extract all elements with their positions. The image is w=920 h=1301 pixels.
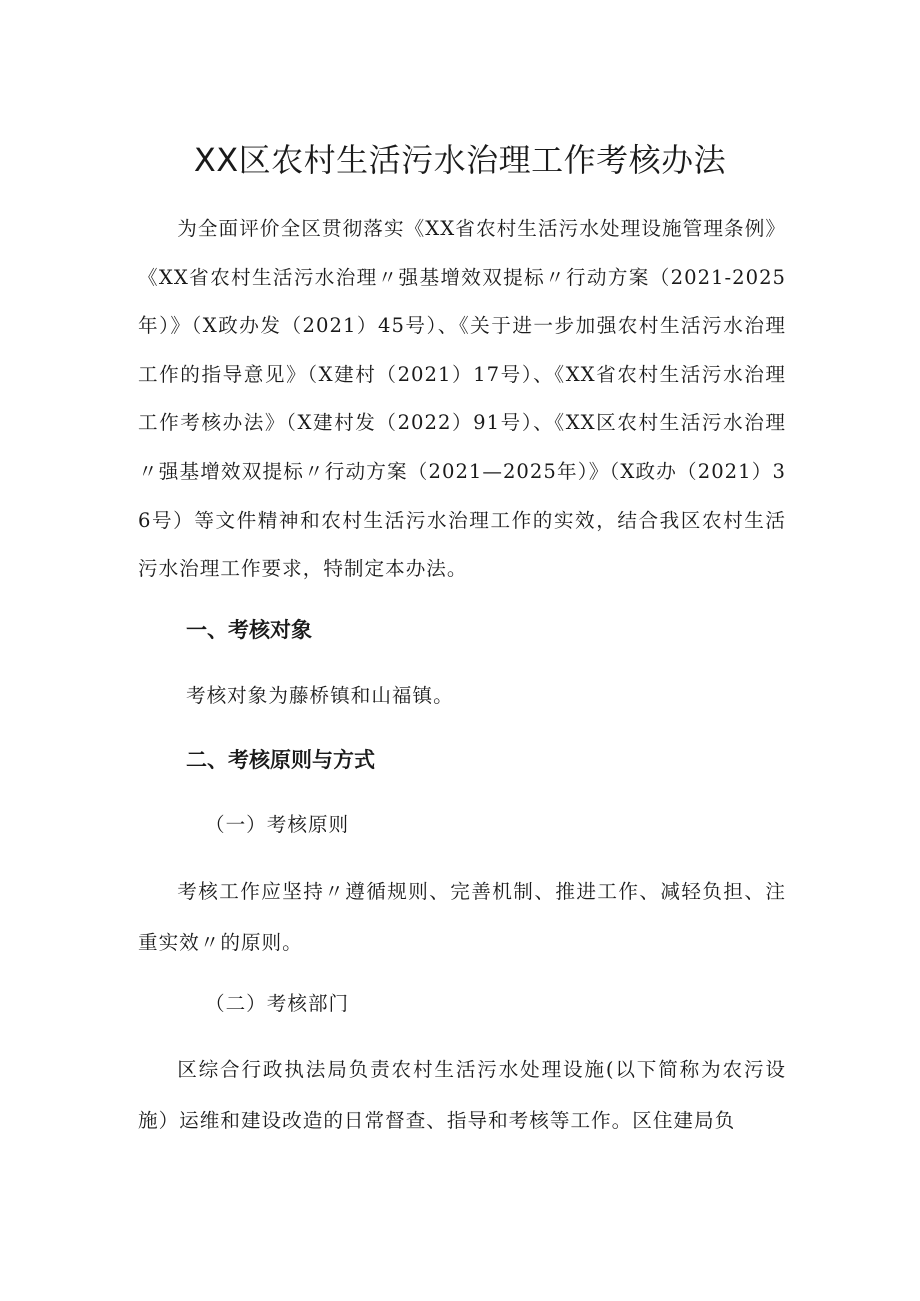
- subsection-1-body: 考核工作应坚持〃遵循规则、完善机制、推进工作、减轻负担、注重实效〃的原则。: [138, 880, 786, 954]
- subsection-heading-2: （二）考核部门: [205, 992, 350, 1015]
- subsection-heading-1: （一）考核原则: [205, 813, 350, 836]
- intro-paragraph: 为全面评价全区贯彻落实《XX省农村生活污水处理设施管理条例》《XX省农村生活污水治理〃强基增效双提标〃行动方案（2021-2025年）》（X政办发（2021）45号）、《关于进一步加强农村生活污水治理工作的指导意见》（X建村（2021）17号）、《XX省农村生活污水治理工作考核办法》（X建村发（2022）91号）、《XX区农村生活污水治理〃强基增效双提标〃行动方案（2021—2025年）》（X政办（2021）36号）等文件精神和农村生活污水治理工作的实效，结合我区农村生活污水治理工作要求，特制定本办法。: [138, 217, 786, 581]
- subsection-2-body: 区综合行政执法局负责农村生活污水处理设施(以下简称为农污设施）运维和建设改造的日常督查、指导和考核等工作。区住建局负: [138, 1058, 786, 1132]
- document-title: XX区农村生活污水治理工作考核办法: [193, 141, 727, 179]
- section-1-body: 考核对象为藤桥镇和山福镇。: [186, 684, 454, 707]
- section-heading-2: 二、考核原则与方式: [186, 748, 375, 772]
- section-heading-1: 一、考核对象: [186, 618, 312, 642]
